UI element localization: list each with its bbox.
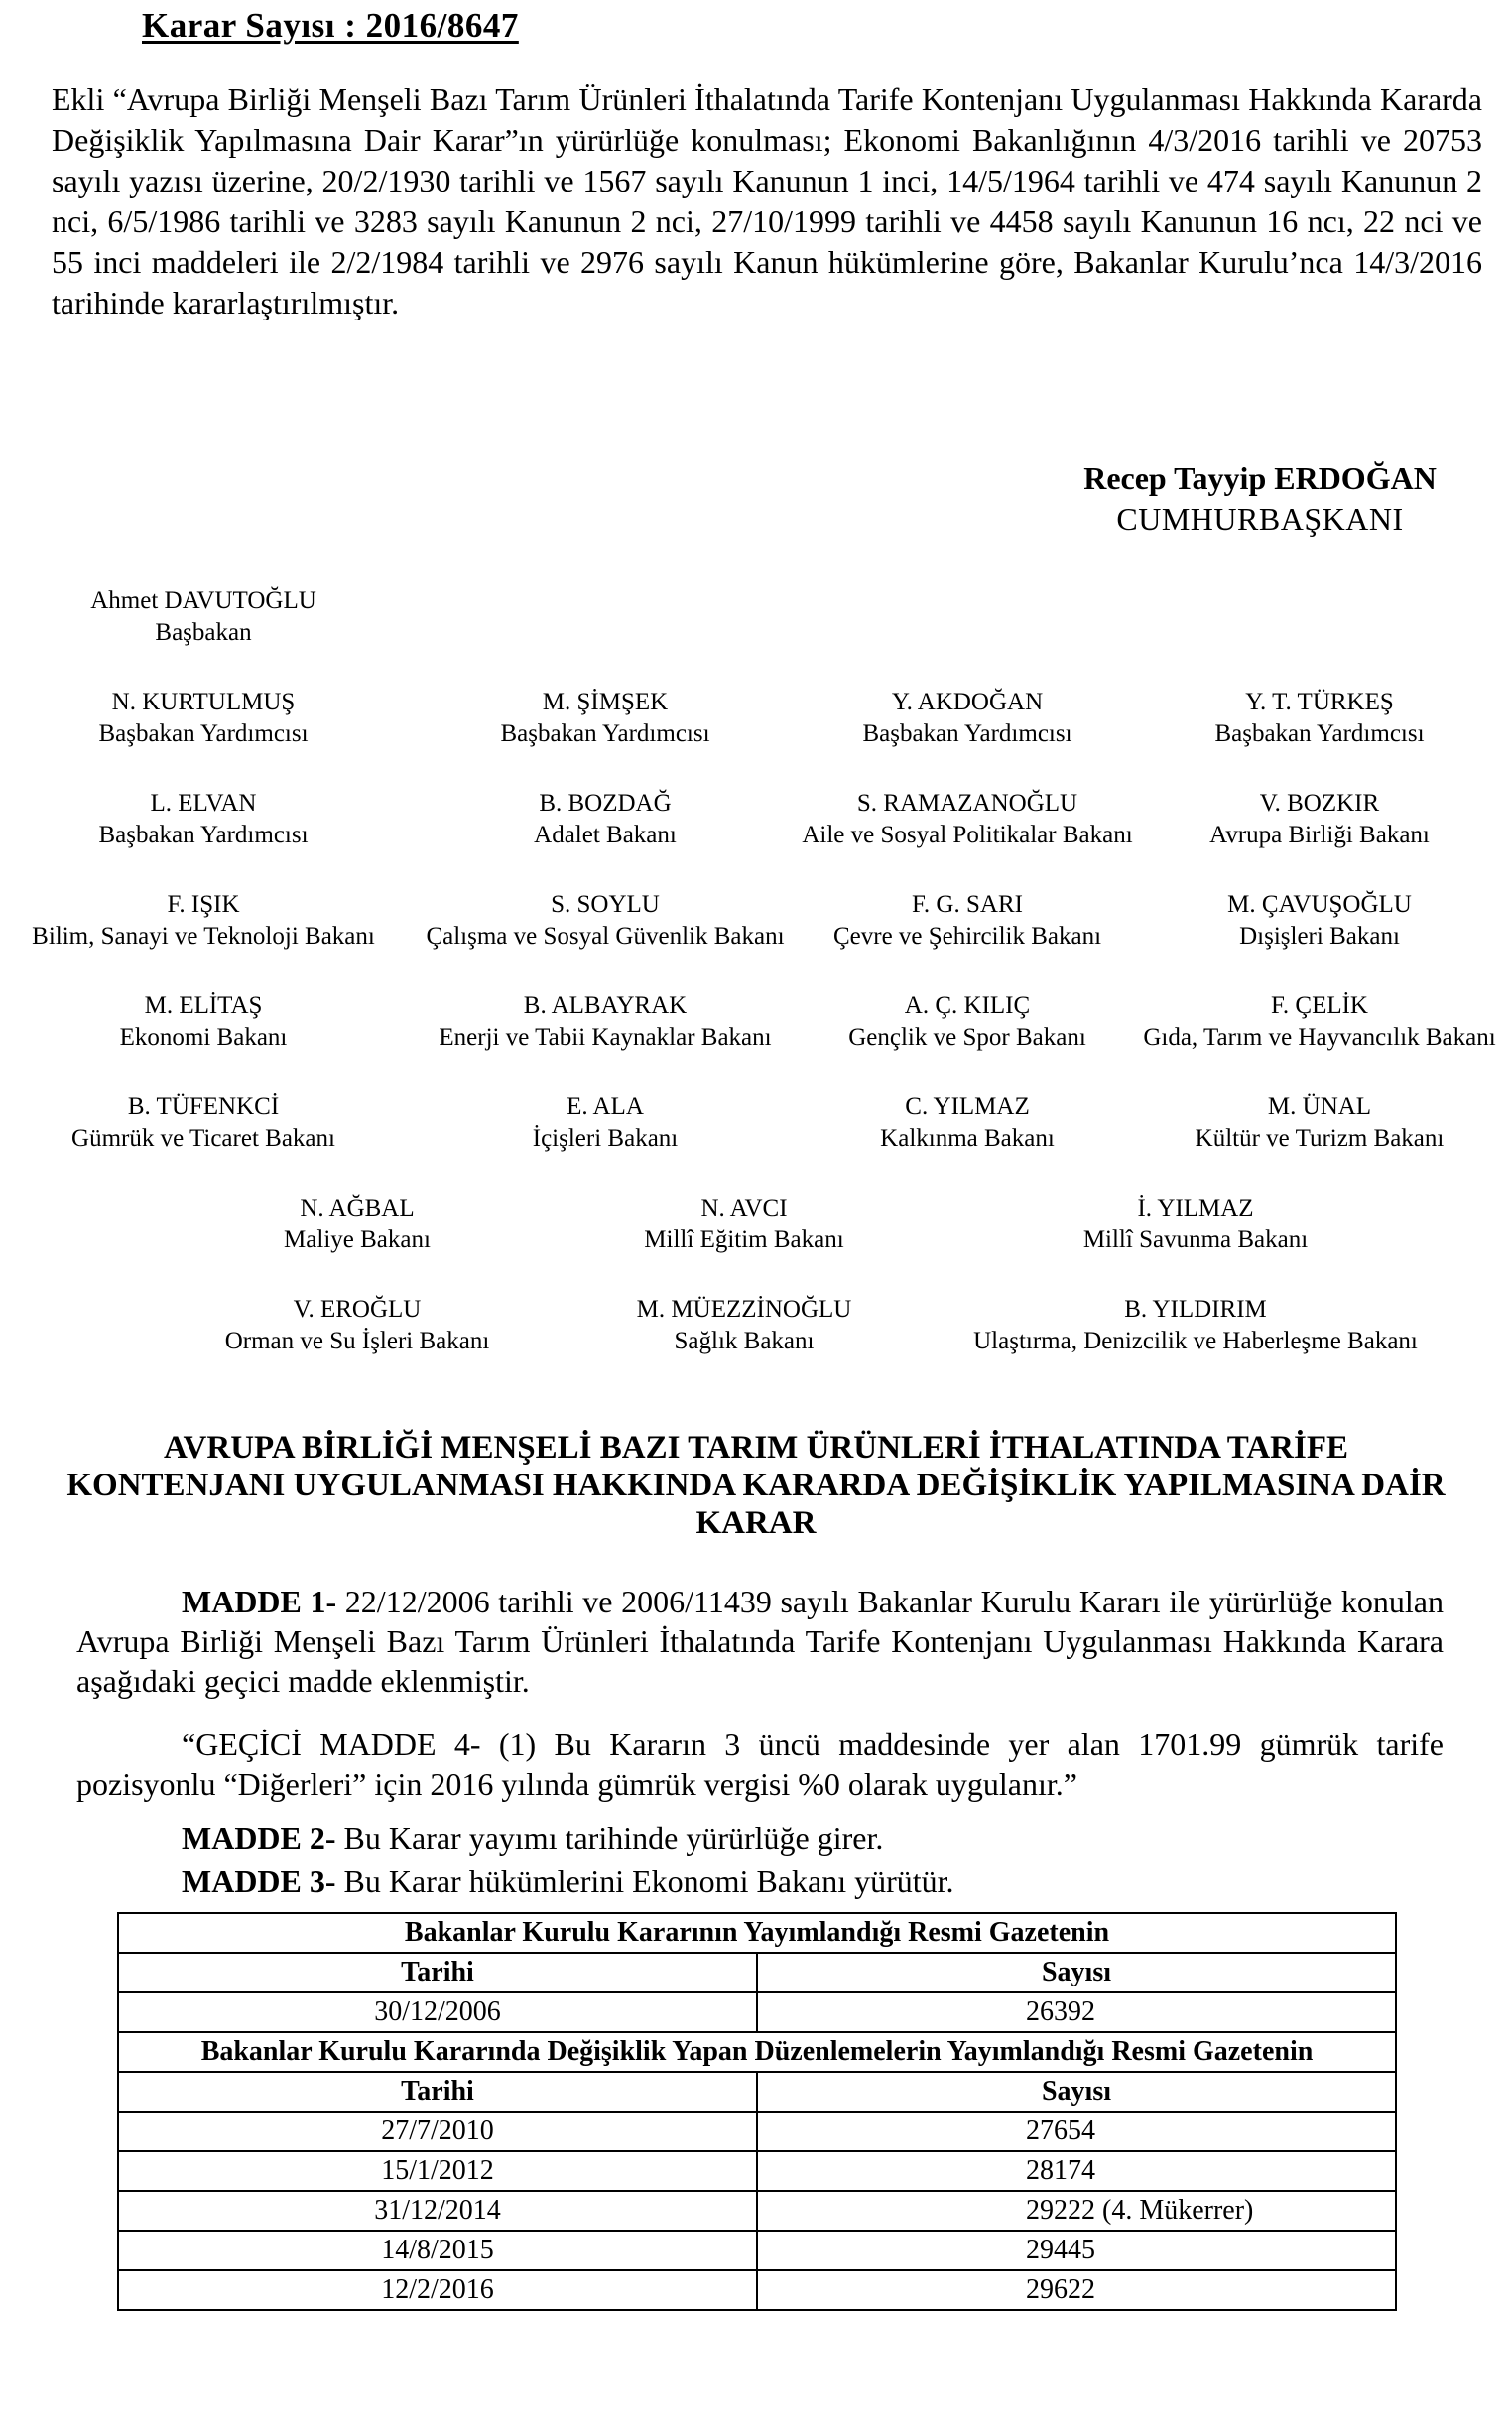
minister-name: M. ŞİMŞEK	[542, 689, 669, 715]
minister-signature	[1227, 889, 1412, 953]
president-title: CUMHURBAŞKANI	[1116, 501, 1404, 537]
table-cell-date: 15/1/2012	[118, 2151, 757, 2191]
minister-signature	[120, 990, 288, 1054]
minister-signature	[32, 889, 375, 953]
minister-name: B. TÜFENKCİ	[127, 1093, 280, 1120]
minister-name: Y. AKDOĞAN	[891, 689, 1044, 715]
table-header: Bakanlar Kurulu Kararında Değişiklik Yapan Düzenlemelerin Yayımlandığı Resmi Gazetenin	[118, 2032, 1396, 2072]
minister-name: F. G. SARI	[912, 891, 1023, 918]
table-header: Bakanlar Kurulu Kararının Yayımlandığı Resmi Gazetenin	[118, 1913, 1396, 1953]
minister-title: Millî Savunma Bakanı	[1082, 1226, 1309, 1253]
minister-signature	[71, 1091, 335, 1155]
minister-signature	[90, 585, 316, 649]
minister-title: Dışişleri Bakanı	[1239, 923, 1400, 950]
minister-title: Çevre ve Şehircilik Bakanı	[832, 923, 1102, 950]
article-1	[76, 1582, 1444, 1701]
minister-name: C. YILMAZ	[905, 1093, 1030, 1120]
minister-name: E. ALA	[567, 1093, 644, 1120]
minister-signature	[1214, 687, 1424, 750]
article-1-label: MADDE 1-	[182, 1584, 337, 1619]
table-row	[118, 2191, 1396, 2231]
minister-signature	[426, 889, 784, 953]
minister-name: N. AĞBAL	[300, 1195, 415, 1221]
minister-name: Y. T. TÜRKEŞ	[1245, 689, 1394, 715]
minister-signature	[1209, 788, 1430, 851]
minister-title: Millî Eğitim Bakanı	[644, 1226, 844, 1253]
minister-title: İçişleri Bakanı	[532, 1125, 679, 1152]
minister-signature	[637, 1294, 852, 1357]
article-3	[76, 1861, 1444, 1901]
column-header-number: Sayısı	[757, 2072, 1396, 2112]
article-3-text: Bu Karar hükümlerini Ekonomi Bakanı yürütür.	[335, 1863, 954, 1899]
table-cell-number: 28174	[757, 2151, 1396, 2191]
minister-title: Başbakan Yardımcısı	[98, 720, 309, 747]
column-header-date: Tarihi	[118, 1953, 757, 1992]
table-cell-date: 30/12/2006	[118, 1992, 757, 2032]
intro-paragraph: Ekli “Avrupa Birliği Menşeli Bazı Tarım Ürünleri İthalatında Tarife Kontenjanı Uygulanması Hakkında Kararda Değişiklik Yapılmasına Dair Karar”ın yürürlüğe konulması; Ekonomi Bakanlığının 4/3/2016 tarihli ve 20753 sayılı yazısı üzerine, 20/2/1930 tarihli ve 1567 sayılı Kanunun 1 inci, 14/5/1964 tarihli ve 474 sayılı Kanunun 2 nci, 6/5/1986 tarihli ve 3283 sayılı Kanunun 2 nci, 27/10/1999 tarihli ve 4458 sayılı Kanunun 16 ncı, 22 nci ve 55 inci maddeleri ile 2/2/1984 tarihli ve 2976 sayılı Kanun hükümlerine göre, Bakanlar Kurulu’nca 14/3/2016 tarihinde kararlaştırılmıştır.	[52, 81, 1482, 320]
minister-signature	[1196, 1091, 1445, 1155]
minister-signature	[973, 1294, 1418, 1357]
table-row	[118, 1913, 1396, 1953]
table-cell-date: 31/12/2014	[118, 2191, 757, 2231]
minister-signature	[439, 990, 771, 1054]
president-name: Recep Tayyip ERDOĞAN	[1083, 460, 1437, 496]
minister-title: Enerji ve Tabii Kaynaklar Bakanı	[439, 1024, 772, 1051]
minister-name: İ. YILMAZ	[1137, 1195, 1254, 1221]
decree-heading: AVRUPA BİRLİĞİ MENŞELİ BAZI TARIM ÜRÜNLERİ İTHALATINDA TARİFE KONTENJANI UYGULANMASI HAKKINDA KARARDA DEĞİŞİKLİK YAPILMASINA DAİR KARAR	[66, 1430, 1446, 1541]
minister-name: B. BOZDAĞ	[539, 790, 672, 817]
minister-signature	[533, 1091, 678, 1155]
minister-signature	[862, 687, 1071, 750]
minister-signature	[98, 687, 308, 750]
table-row	[118, 1992, 1396, 2032]
minister-name: B. YILDIRIM	[1124, 1296, 1267, 1323]
minister-title: Gençlik ve Spor Bakanı	[848, 1024, 1086, 1051]
minister-title: Kalkınma Bakanı	[880, 1125, 1055, 1152]
article-2-label: MADDE 2-	[182, 1820, 336, 1856]
minister-signature	[1143, 990, 1495, 1054]
minister-name: N. AVCI	[700, 1195, 788, 1221]
minister-title: Ekonomi Bakanı	[119, 1024, 288, 1051]
minister-title: Kültür ve Turizm Bakanı	[1195, 1125, 1445, 1152]
minister-name: B. ALBAYRAK	[523, 992, 688, 1019]
minister-title: Avrupa Birliği Bakanı	[1209, 822, 1430, 848]
minister-signature	[644, 1193, 843, 1256]
minister-title: Orman ve Su İşleri Bakanı	[224, 1328, 490, 1354]
minister-signature	[802, 788, 1132, 851]
minister-signature	[880, 1091, 1055, 1155]
minister-title: Bilim, Sanayi ve Teknoloji Bakanı	[32, 923, 375, 950]
table-row	[118, 2112, 1396, 2151]
minister-name: F. IŞIK	[167, 891, 240, 918]
minister-name: L. ELVAN	[150, 790, 257, 817]
table-cell-number: 27654	[757, 2112, 1396, 2151]
column-header-date: Tarihi	[118, 2072, 757, 2112]
table-cell-number: 29622	[757, 2270, 1396, 2310]
minister-name: V. EROĞLU	[293, 1296, 422, 1323]
minister-signature	[848, 990, 1086, 1054]
table-cell-number: 26392	[757, 1992, 1396, 2032]
minister-signature	[284, 1193, 431, 1256]
table-row	[118, 2072, 1396, 2112]
table-row	[118, 2231, 1396, 2270]
temporary-article-text: “GEÇİCİ MADDE 4- (1) Bu Kararın 3 üncü maddesinde yer alan 1701.99 gümrük tarife pozisyonlu “Diğerleri” için 2016 yılında gümrük vergisi %0 olarak uygulanır.”	[76, 1727, 1444, 1802]
temporary-article	[76, 1725, 1444, 1804]
table-row	[118, 2032, 1396, 2072]
minister-title: Çalışma ve Sosyal Güvenlik Bakanı	[426, 923, 785, 950]
table-cell-number: 29222 (4. Mükerrer)	[757, 2191, 1396, 2231]
minister-signature	[534, 788, 677, 851]
minister-title: Adalet Bakanı	[534, 822, 677, 848]
minister-title: Gıda, Tarım ve Hayvancılık Bakanı	[1143, 1024, 1496, 1051]
minister-title: Ulaştırma, Denizcilik ve Haberleşme Bakanı	[973, 1328, 1418, 1354]
table-cell-date: 14/8/2015	[118, 2231, 757, 2270]
article-1-text: 22/12/2006 tarihli ve 2006/11439 sayılı Bakanlar Kurulu Kararı ile yürürlüğe konulan Avrupa Birliği Menşeli Bazı Tarım Ürünleri İthalatında Tarife Kontenjanı Uygulanması Hakkında Karara aşağıdaki geçici madde eklenmiştir.	[76, 1584, 1445, 1699]
minister-name: M. ÇAVUŞOĞLU	[1227, 891, 1412, 918]
table-row	[118, 1953, 1396, 1992]
minister-name: M. MÜEZZİNOĞLU	[636, 1296, 852, 1323]
minister-title: Aile ve Sosyal Politikalar Bakanı	[802, 822, 1133, 848]
minister-title: Başbakan	[155, 619, 252, 646]
table-cell-date: 27/7/2010	[118, 2112, 757, 2151]
minister-name: Ahmet DAVUTOĞLU	[90, 587, 316, 614]
minister-title: Sağlık Bakanı	[674, 1328, 815, 1354]
article-2	[76, 1818, 1444, 1858]
article-3-label: MADDE 3-	[182, 1863, 336, 1899]
minister-title: Başbakan Yardımcısı	[1214, 720, 1425, 747]
minister-signature	[1083, 1193, 1308, 1256]
article-2-text: Bu Karar yayımı tarihinde yürürlüğe girer.	[335, 1820, 884, 1856]
table-cell-date: 12/2/2016	[118, 2270, 757, 2310]
minister-signature	[500, 687, 709, 750]
minister-name: A. Ç. KILIÇ	[904, 992, 1031, 1019]
minister-name: M. ELİTAŞ	[144, 992, 263, 1019]
minister-signature	[833, 889, 1101, 953]
minister-signature	[98, 788, 308, 851]
table-cell-number: 29445	[757, 2231, 1396, 2270]
minister-title: Başbakan Yardımcısı	[862, 720, 1072, 747]
minister-signature	[225, 1294, 490, 1357]
minister-name: S. RAMAZANOĞLU	[856, 790, 1078, 817]
decision-number: Karar Sayısı : 2016/8647	[142, 6, 519, 45]
gazette-table	[117, 1912, 1397, 2311]
minister-title: Başbakan Yardımcısı	[98, 822, 309, 848]
minister-name: F. ÇELİK	[1270, 992, 1368, 1019]
minister-name: N. KURTULMUŞ	[111, 689, 296, 715]
minister-name: M. ÜNAL	[1267, 1093, 1372, 1120]
table-row	[118, 2151, 1396, 2191]
minister-title: Başbakan Yardımcısı	[500, 720, 710, 747]
minister-name: V. BOZKIR	[1259, 790, 1380, 817]
column-header-number: Sayısı	[757, 1953, 1396, 1992]
table-row	[118, 2270, 1396, 2310]
minister-name: S. SOYLU	[551, 891, 660, 918]
minister-title: Gümrük ve Ticaret Bakanı	[71, 1125, 335, 1152]
minister-title: Maliye Bakanı	[284, 1226, 431, 1253]
